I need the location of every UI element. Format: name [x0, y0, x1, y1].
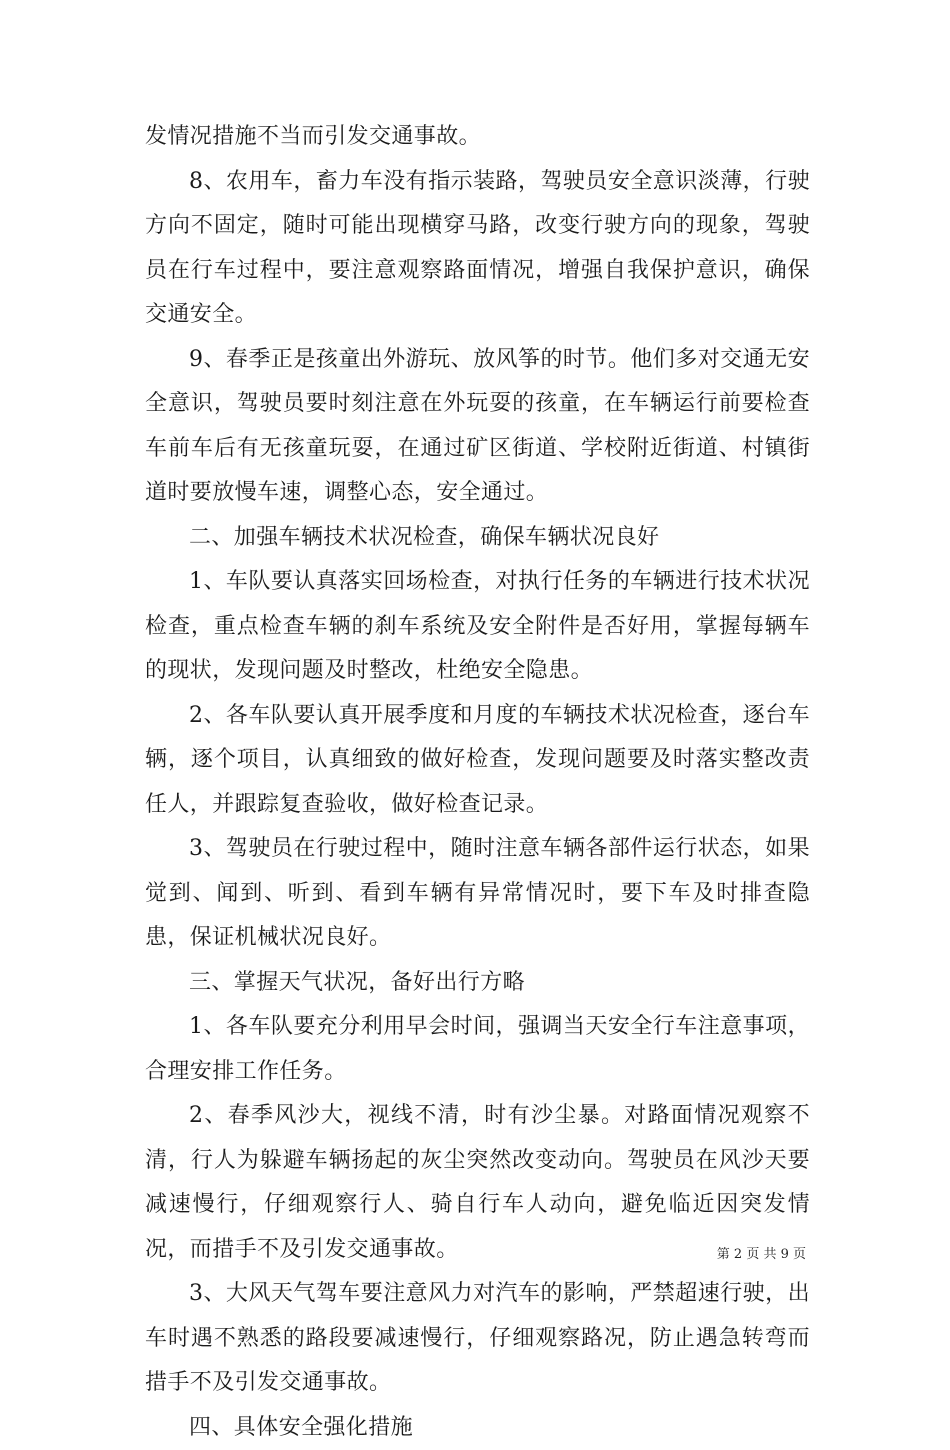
paragraph-continuation: 发情况措施不当而引发交通事故。 [145, 115, 810, 160]
paragraph-section3-item-1: 1、各车队要充分利用早会时间，强调当天安全行车注意事项，合理安排工作任务。 [145, 1005, 810, 1094]
paragraph-section2-item-1: 1、车队要认真落实回场检查，对执行任务的车辆进行技术状况检查，重点检查车辆的刹车系统及安全附件是否好用，掌握每辆车的现状，发现问题及时整改，杜绝安全隐患。 [145, 560, 810, 694]
document-body [145, 115, 810, 1450]
section-heading-4: 四、具体安全强化措施 [145, 1406, 810, 1450]
section-heading-2: 二、加强车辆技术状况检查，确保车辆状况良好 [145, 516, 810, 561]
paragraph-section2-item-3: 3、驾驶员在行驶过程中，随时注意车辆各部件运行状态，如果觉到、闻到、听到、看到车辆有异常情况时，要下车及时排查隐患，保证机械状况良好。 [145, 827, 810, 961]
page-number-footer: 第 2 页 共 9 页 [717, 1247, 806, 1263]
paragraph-item-9: 9、春季正是孩童出外游玩、放风筝的时节。他们多对交通无安全意识，驾驶员要时刻注意在外玩耍的孩童，在车辆运行前要检查车前车后有无孩童玩耍，在通过矿区街道、学校附近街道、村镇街道时要放慢车速，调整心态，安全通过。 [145, 338, 810, 516]
paragraph-section2-item-2: 2、各车队要认真开展季度和月度的车辆技术状况检查，逐台车辆，逐个项目，认真细致的做好检查，发现问题要及时落实整改责任人，并跟踪复查验收，做好检查记录。 [145, 694, 810, 828]
paragraph-item-8: 8、农用车，畜力车没有指示装路，驾驶员安全意识淡薄，行驶方向不固定，随时可能出现横穿马路，改变行驶方向的现象，驾驶员在行车过程中，要注意观察路面情况，增强自我保护意识，确保交通安全。 [145, 160, 810, 338]
paragraph-section3-item-3: 3、大风天气驾车要注意风力对汽车的影响，严禁超速行驶，出车时遇不熟悉的路段要减速慢行，仔细观察路况，防止遇急转弯而措手不及引发交通事故。 [145, 1272, 810, 1406]
section-heading-3: 三、掌握天气状况，备好出行方略 [145, 961, 810, 1006]
paragraph-section3-item-2: 2、春季风沙大，视线不清，时有沙尘暴。对路面情况观察不清，行人为躲避车辆扬起的灰尘突然改变动向。驾驶员在风沙天要减速慢行，仔细观察行人、骑自行车人动向，避免临近因突发情况，而措手不及引发交通事故。 [145, 1094, 810, 1272]
